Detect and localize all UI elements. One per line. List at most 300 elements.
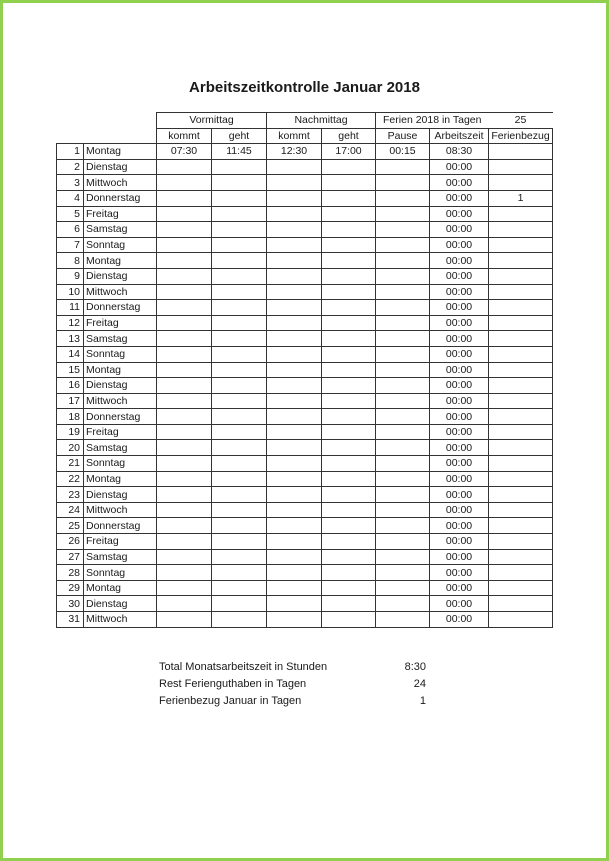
nm-kommt-cell xyxy=(267,346,322,362)
pause-cell xyxy=(376,346,430,362)
vm-geht-cell xyxy=(212,175,267,191)
day-number: 3 xyxy=(57,175,84,191)
nm-kommt-cell xyxy=(267,237,322,253)
arbeitszeit-cell: 00:00 xyxy=(430,268,489,284)
day-name: Samstag xyxy=(84,440,157,456)
ferienbezug-cell xyxy=(489,424,553,440)
nm-kommt-cell xyxy=(267,378,322,394)
nm-geht-cell xyxy=(322,206,376,222)
arbeitszeit-cell: 00:00 xyxy=(430,378,489,394)
ferienbezug-cell xyxy=(489,268,553,284)
ferienbezug-cell xyxy=(489,362,553,378)
vm-geht-cell xyxy=(212,237,267,253)
arbeitszeit-cell: 00:00 xyxy=(430,284,489,300)
vm-geht-cell xyxy=(212,159,267,175)
table-row xyxy=(57,440,553,456)
nm-geht-cell xyxy=(322,315,376,331)
vm-geht-cell xyxy=(212,565,267,581)
pause-cell xyxy=(376,393,430,409)
pause-cell xyxy=(376,159,430,175)
day-number: 28 xyxy=(57,565,84,581)
day-name: Montag xyxy=(84,144,157,160)
vm-geht-cell: 11:45 xyxy=(212,144,267,160)
header-nachmittag: Nachmittag xyxy=(267,113,376,129)
nm-kommt-cell xyxy=(267,331,322,347)
nm-geht-cell xyxy=(322,237,376,253)
ferienbezug-cell xyxy=(489,144,553,160)
vm-geht-cell xyxy=(212,222,267,238)
ferienbezug-cell: 1 xyxy=(489,190,553,206)
vm-kommt-cell xyxy=(157,315,212,331)
vm-kommt-cell xyxy=(157,534,212,550)
summary-table xyxy=(159,658,426,709)
vm-geht-cell xyxy=(212,596,267,612)
day-number: 14 xyxy=(57,346,84,362)
day-number: 9 xyxy=(57,268,84,284)
arbeitszeit-cell: 00:00 xyxy=(430,175,489,191)
vm-geht-cell xyxy=(212,206,267,222)
vm-kommt-cell xyxy=(157,393,212,409)
table-row xyxy=(57,284,553,300)
summary-row xyxy=(159,675,426,692)
vm-kommt-cell xyxy=(157,378,212,394)
vm-kommt-cell xyxy=(157,549,212,565)
vm-kommt-cell xyxy=(157,253,212,269)
ferienbezug-cell xyxy=(489,346,553,362)
table-row xyxy=(57,456,553,472)
arbeitszeit-cell: 08:30 xyxy=(430,144,489,160)
day-name: Dienstag xyxy=(84,487,157,503)
nm-kommt-cell xyxy=(267,190,322,206)
day-name: Mittwoch xyxy=(84,175,157,191)
summary-row xyxy=(159,692,426,709)
nm-geht-cell xyxy=(322,471,376,487)
ferienbezug-cell xyxy=(489,502,553,518)
nm-kommt-cell xyxy=(267,534,322,550)
table-row xyxy=(57,549,553,565)
day-name: Sonntag xyxy=(84,237,157,253)
ferienbezug-cell xyxy=(489,565,553,581)
day-number: 20 xyxy=(57,440,84,456)
table-row xyxy=(57,409,553,425)
arbeitszeit-cell: 00:00 xyxy=(430,565,489,581)
pause-cell xyxy=(376,284,430,300)
nm-kommt-cell xyxy=(267,222,322,238)
ferienbezug-cell xyxy=(489,300,553,316)
table-row xyxy=(57,393,553,409)
day-name: Montag xyxy=(84,253,157,269)
pause-cell xyxy=(376,206,430,222)
nm-geht-cell xyxy=(322,565,376,581)
pause-cell xyxy=(376,409,430,425)
vm-geht-cell xyxy=(212,440,267,456)
ferienbezug-cell xyxy=(489,549,553,565)
table-row xyxy=(57,222,553,238)
nm-kommt-cell xyxy=(267,393,322,409)
arbeitszeit-cell: 00:00 xyxy=(430,315,489,331)
nm-geht-cell xyxy=(322,487,376,503)
pause-cell xyxy=(376,518,430,534)
pause-cell xyxy=(376,534,430,550)
vm-kommt-cell xyxy=(157,190,212,206)
day-name: Dienstag xyxy=(84,596,157,612)
nm-kommt-cell xyxy=(267,206,322,222)
pause-cell xyxy=(376,456,430,472)
day-name: Mittwoch xyxy=(84,502,157,518)
day-name: Dienstag xyxy=(84,268,157,284)
pause-cell xyxy=(376,549,430,565)
day-number: 27 xyxy=(57,549,84,565)
day-number: 4 xyxy=(57,190,84,206)
table-row xyxy=(57,175,553,191)
nm-kommt-cell xyxy=(267,409,322,425)
table-row xyxy=(57,268,553,284)
day-name: Mittwoch xyxy=(84,612,157,628)
vm-geht-cell xyxy=(212,284,267,300)
day-number: 12 xyxy=(57,315,84,331)
nm-geht-cell xyxy=(322,362,376,378)
nm-geht-cell xyxy=(322,300,376,316)
vm-geht-cell xyxy=(212,580,267,596)
vm-kommt-cell xyxy=(157,206,212,222)
header-ferienbezug: Ferienbezug xyxy=(489,128,553,144)
day-number: 19 xyxy=(57,424,84,440)
day-name: Mittwoch xyxy=(84,284,157,300)
vm-geht-cell xyxy=(212,300,267,316)
vm-geht-cell xyxy=(212,378,267,394)
day-number: 15 xyxy=(57,362,84,378)
day-name: Freitag xyxy=(84,534,157,550)
day-number: 11 xyxy=(57,300,84,316)
pause-cell xyxy=(376,190,430,206)
arbeitszeit-cell: 00:00 xyxy=(430,253,489,269)
nm-geht-cell xyxy=(322,346,376,362)
table-row xyxy=(57,190,553,206)
nm-geht-cell xyxy=(322,534,376,550)
day-name: Dienstag xyxy=(84,159,157,175)
ferienbezug-cell xyxy=(489,175,553,191)
nm-kommt-cell xyxy=(267,565,322,581)
day-name: Freitag xyxy=(84,206,157,222)
vm-kommt-cell xyxy=(157,456,212,472)
table-row xyxy=(57,534,553,550)
nm-geht-cell xyxy=(322,549,376,565)
day-name: Mittwoch xyxy=(84,393,157,409)
day-number: 18 xyxy=(57,409,84,425)
nm-geht-cell xyxy=(322,409,376,425)
ferienbezug-cell xyxy=(489,159,553,175)
table-row xyxy=(57,346,553,362)
day-name: Donnerstag xyxy=(84,190,157,206)
table-row xyxy=(57,159,553,175)
day-name: Montag xyxy=(84,580,157,596)
day-number: 29 xyxy=(57,580,84,596)
nm-geht-cell xyxy=(322,331,376,347)
arbeitszeit-cell: 00:00 xyxy=(430,222,489,238)
header-nm-kommt: kommt xyxy=(267,128,322,144)
nm-geht-cell xyxy=(322,424,376,440)
nm-geht-cell xyxy=(322,393,376,409)
arbeitszeit-cell: 00:00 xyxy=(430,159,489,175)
arbeitszeit-cell: 00:00 xyxy=(430,534,489,550)
day-name: Donnerstag xyxy=(84,518,157,534)
pause-cell xyxy=(376,362,430,378)
timesheet-body xyxy=(57,113,553,628)
vm-kommt-cell xyxy=(157,284,212,300)
day-number: 24 xyxy=(57,502,84,518)
header-vm-geht: geht xyxy=(212,128,267,144)
pause-cell xyxy=(376,175,430,191)
arbeitszeit-cell: 00:00 xyxy=(430,518,489,534)
pause-cell xyxy=(376,487,430,503)
day-number: 10 xyxy=(57,284,84,300)
ferienbezug-cell xyxy=(489,456,553,472)
pause-cell xyxy=(376,612,430,628)
arbeitszeit-cell: 00:00 xyxy=(430,346,489,362)
header-arbeitszeit: Arbeitszeit xyxy=(430,128,489,144)
vm-geht-cell xyxy=(212,471,267,487)
pause-cell xyxy=(376,565,430,581)
arbeitszeit-cell: 00:00 xyxy=(430,502,489,518)
vm-kommt-cell xyxy=(157,565,212,581)
vm-kommt-cell xyxy=(157,237,212,253)
day-number: 5 xyxy=(57,206,84,222)
nm-kommt-cell xyxy=(267,549,322,565)
nm-kommt-cell xyxy=(267,580,322,596)
vm-geht-cell xyxy=(212,346,267,362)
nm-kommt-cell xyxy=(267,456,322,472)
vm-geht-cell xyxy=(212,549,267,565)
table-row xyxy=(57,237,553,253)
vm-kommt-cell xyxy=(157,596,212,612)
day-number: 1 xyxy=(57,144,84,160)
vm-kommt-cell xyxy=(157,440,212,456)
nm-kommt-cell xyxy=(267,518,322,534)
arbeitszeit-cell: 00:00 xyxy=(430,612,489,628)
day-number: 23 xyxy=(57,487,84,503)
nm-kommt-cell xyxy=(267,502,322,518)
pause-cell xyxy=(376,300,430,316)
ferienbezug-cell xyxy=(489,612,553,628)
nm-kommt-cell xyxy=(267,315,322,331)
vm-geht-cell xyxy=(212,253,267,269)
pause-cell xyxy=(376,331,430,347)
ferienbezug-cell xyxy=(489,206,553,222)
arbeitszeit-cell: 00:00 xyxy=(430,487,489,503)
vm-kommt-cell xyxy=(157,331,212,347)
day-number: 25 xyxy=(57,518,84,534)
nm-geht-cell xyxy=(322,268,376,284)
vm-geht-cell xyxy=(212,518,267,534)
day-name: Montag xyxy=(84,362,157,378)
day-number: 26 xyxy=(57,534,84,550)
nm-geht-cell xyxy=(322,518,376,534)
arbeitszeit-cell: 00:00 xyxy=(430,190,489,206)
vm-geht-cell xyxy=(212,409,267,425)
day-number: 8 xyxy=(57,253,84,269)
summary-body xyxy=(159,658,426,709)
table-row xyxy=(57,596,553,612)
ferienbezug-cell xyxy=(489,315,553,331)
day-number: 6 xyxy=(57,222,84,238)
ferienbezug-cell xyxy=(489,393,553,409)
table-row xyxy=(57,565,553,581)
nm-geht-cell xyxy=(322,284,376,300)
day-number: 17 xyxy=(57,393,84,409)
vm-geht-cell xyxy=(212,331,267,347)
arbeitszeit-cell: 00:00 xyxy=(430,362,489,378)
nm-geht-cell xyxy=(322,175,376,191)
table-row xyxy=(57,580,553,596)
header-ferien-label: Ferien 2018 in Tagen xyxy=(376,113,489,129)
arbeitszeit-cell: 00:00 xyxy=(430,549,489,565)
ferienbezug-cell xyxy=(489,471,553,487)
day-number: 7 xyxy=(57,237,84,253)
pause-cell xyxy=(376,222,430,238)
nm-kommt-cell xyxy=(267,253,322,269)
table-row xyxy=(57,487,553,503)
nm-kommt-cell: 12:30 xyxy=(267,144,322,160)
arbeitszeit-cell: 00:00 xyxy=(430,596,489,612)
arbeitszeit-cell: 00:00 xyxy=(430,424,489,440)
vm-geht-cell xyxy=(212,612,267,628)
nm-geht-cell xyxy=(322,580,376,596)
table-row xyxy=(57,206,553,222)
nm-kommt-cell xyxy=(267,487,322,503)
pause-cell xyxy=(376,315,430,331)
vm-kommt-cell xyxy=(157,159,212,175)
vm-kommt-cell xyxy=(157,471,212,487)
ferienbezug-cell xyxy=(489,284,553,300)
vm-geht-cell xyxy=(212,502,267,518)
day-name: Sonntag xyxy=(84,456,157,472)
header-vormittag: Vormittag xyxy=(157,113,267,129)
ferienbezug-cell xyxy=(489,534,553,550)
day-number: 13 xyxy=(57,331,84,347)
table-row xyxy=(57,253,553,269)
nm-kommt-cell xyxy=(267,471,322,487)
header-nm-geht: geht xyxy=(322,128,376,144)
table-row xyxy=(57,518,553,534)
summary-value: 1 xyxy=(419,694,426,707)
vm-kommt-cell xyxy=(157,580,212,596)
table-row xyxy=(57,144,553,160)
pause-cell xyxy=(376,253,430,269)
vm-kommt-cell xyxy=(157,487,212,503)
pause-cell xyxy=(376,237,430,253)
table-row xyxy=(57,471,553,487)
nm-kommt-cell xyxy=(267,424,322,440)
pause-cell: 00:15 xyxy=(376,144,430,160)
ferienbezug-cell xyxy=(489,253,553,269)
nm-kommt-cell xyxy=(267,268,322,284)
day-name: Dienstag xyxy=(84,378,157,394)
nm-geht-cell: 17:00 xyxy=(322,144,376,160)
day-number: 2 xyxy=(57,159,84,175)
day-name: Sonntag xyxy=(84,346,157,362)
table-row xyxy=(57,378,553,394)
nm-geht-cell xyxy=(322,456,376,472)
arbeitszeit-cell: 00:00 xyxy=(430,409,489,425)
vm-kommt-cell xyxy=(157,175,212,191)
vm-geht-cell xyxy=(212,190,267,206)
day-name: Sonntag xyxy=(84,565,157,581)
nm-geht-cell xyxy=(322,222,376,238)
page-title: Arbeitszeitkontrolle Januar 2018 xyxy=(189,79,420,96)
day-name: Donnerstag xyxy=(84,409,157,425)
vm-kommt-cell xyxy=(157,268,212,284)
pause-cell xyxy=(376,440,430,456)
vm-kommt-cell xyxy=(157,518,212,534)
nm-kommt-cell xyxy=(267,612,322,628)
nm-kommt-cell xyxy=(267,596,322,612)
day-name: Freitag xyxy=(84,424,157,440)
day-number: 30 xyxy=(57,596,84,612)
vm-kommt-cell xyxy=(157,502,212,518)
table-row xyxy=(57,315,553,331)
day-name: Samstag xyxy=(84,549,157,565)
nm-geht-cell xyxy=(322,612,376,628)
arbeitszeit-cell: 00:00 xyxy=(430,393,489,409)
nm-geht-cell xyxy=(322,502,376,518)
summary-label: Total Monatsarbeitszeit in Stunden xyxy=(159,660,328,673)
nm-geht-cell xyxy=(322,253,376,269)
arbeitszeit-cell: 00:00 xyxy=(430,440,489,456)
summary-value: 8:30 xyxy=(404,660,426,673)
table-row xyxy=(57,502,553,518)
nm-geht-cell xyxy=(322,159,376,175)
nm-geht-cell xyxy=(322,440,376,456)
vm-kommt-cell xyxy=(157,222,212,238)
day-number: 21 xyxy=(57,456,84,472)
vm-geht-cell xyxy=(212,268,267,284)
ferienbezug-cell xyxy=(489,222,553,238)
pause-cell xyxy=(376,502,430,518)
ferienbezug-cell xyxy=(489,237,553,253)
ferienbezug-cell xyxy=(489,409,553,425)
ferienbezug-cell xyxy=(489,440,553,456)
table-row xyxy=(57,331,553,347)
vm-geht-cell xyxy=(212,456,267,472)
arbeitszeit-cell: 00:00 xyxy=(430,237,489,253)
ferienbezug-cell xyxy=(489,487,553,503)
vm-geht-cell xyxy=(212,424,267,440)
nm-kommt-cell xyxy=(267,175,322,191)
vm-kommt-cell xyxy=(157,424,212,440)
arbeitszeit-cell: 00:00 xyxy=(430,471,489,487)
nm-kommt-cell xyxy=(267,159,322,175)
day-number: 22 xyxy=(57,471,84,487)
vm-kommt-cell xyxy=(157,346,212,362)
arbeitszeit-cell: 00:00 xyxy=(430,206,489,222)
summary-label: Rest Ferienguthaben in Tagen xyxy=(159,677,307,690)
nm-kommt-cell xyxy=(267,362,322,378)
pause-cell xyxy=(376,596,430,612)
day-name: Donnerstag xyxy=(84,300,157,316)
pause-cell xyxy=(376,471,430,487)
vm-kommt-cell: 07:30 xyxy=(157,144,212,160)
table-row xyxy=(57,424,553,440)
nm-geht-cell xyxy=(322,596,376,612)
header-ferien-value: 25 xyxy=(489,113,553,129)
vm-geht-cell xyxy=(212,315,267,331)
day-name: Montag xyxy=(84,471,157,487)
header-row-1 xyxy=(57,113,553,129)
vm-geht-cell xyxy=(212,393,267,409)
ferienbezug-cell xyxy=(489,378,553,394)
arbeitszeit-cell: 00:00 xyxy=(430,300,489,316)
arbeitszeit-cell: 00:00 xyxy=(430,580,489,596)
